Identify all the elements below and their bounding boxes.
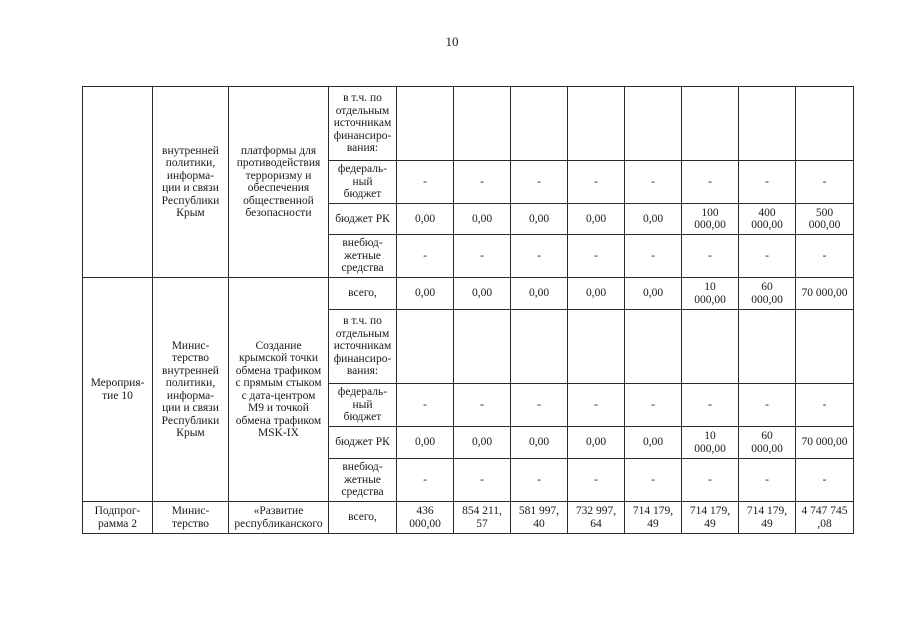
amount-cell: - bbox=[625, 384, 682, 427]
amount-cell: - bbox=[568, 384, 625, 427]
amount-cell: 100 000,00 bbox=[682, 204, 739, 235]
amount-cell: 0,00 bbox=[454, 427, 511, 459]
funding-source-cell: федераль- ный бюджет bbox=[329, 161, 397, 204]
amount-cell: 10 000,00 bbox=[682, 427, 739, 459]
amount-cell bbox=[796, 87, 854, 161]
amount-cell: - bbox=[568, 459, 625, 502]
funding-source-cell: в т.ч. по отдельным источникам финансиро- вания: bbox=[329, 87, 397, 161]
table-row bbox=[83, 278, 854, 310]
amount-cell: 0,00 bbox=[625, 204, 682, 235]
amount-cell: - bbox=[397, 161, 454, 204]
amount-cell bbox=[511, 87, 568, 161]
responsible-cell: Минис- терство bbox=[153, 502, 229, 534]
amount-cell: 0,00 bbox=[511, 278, 568, 310]
amount-cell: 70 000,00 bbox=[796, 278, 854, 310]
amount-cell: - bbox=[682, 459, 739, 502]
amount-cell: - bbox=[796, 384, 854, 427]
amount-cell: 0,00 bbox=[568, 278, 625, 310]
amount-cell: - bbox=[796, 459, 854, 502]
amount-cell: 0,00 bbox=[397, 278, 454, 310]
amount-cell: 500 000,00 bbox=[796, 204, 854, 235]
amount-cell bbox=[625, 87, 682, 161]
amount-cell: 0,00 bbox=[625, 278, 682, 310]
description-cell: Создание крымской точки обмена трафиком с прямым стыком с дата-центром M9 и точкой обмена трафиком MSK-IX bbox=[229, 278, 329, 502]
amount-cell: - bbox=[397, 384, 454, 427]
amount-cell: - bbox=[511, 459, 568, 502]
amount-cell: 70 000,00 bbox=[796, 427, 854, 459]
amount-cell bbox=[397, 310, 454, 384]
funding-source-cell: внебюд- жетные средства bbox=[329, 235, 397, 278]
amount-cell: - bbox=[568, 235, 625, 278]
amount-cell: - bbox=[682, 161, 739, 204]
amount-cell: 10 000,00 bbox=[682, 278, 739, 310]
amount-cell: 4 747 745 ,08 bbox=[796, 502, 854, 534]
amount-cell: - bbox=[796, 235, 854, 278]
amount-cell: - bbox=[397, 459, 454, 502]
amount-cell: - bbox=[796, 161, 854, 204]
measure-cell: Мероприя- тие 10 bbox=[83, 278, 153, 502]
amount-cell: 436 000,00 bbox=[397, 502, 454, 534]
amount-cell: 400 000,00 bbox=[739, 204, 796, 235]
amount-cell: - bbox=[739, 459, 796, 502]
page-number: 10 bbox=[445, 34, 459, 49]
amount-cell bbox=[682, 310, 739, 384]
amount-cell: - bbox=[625, 235, 682, 278]
table-row bbox=[83, 87, 854, 161]
amount-cell: 0,00 bbox=[511, 427, 568, 459]
amount-cell: 0,00 bbox=[454, 204, 511, 235]
amount-cell bbox=[568, 310, 625, 384]
amount-cell bbox=[682, 87, 739, 161]
amount-cell: 0,00 bbox=[397, 427, 454, 459]
responsible-cell: Минис- терство внутренней политики, информа- ции и связи Республики Крым bbox=[153, 278, 229, 502]
amount-cell: - bbox=[739, 384, 796, 427]
description-cell: «Развитие республиканского bbox=[229, 502, 329, 534]
amount-cell: - bbox=[739, 161, 796, 204]
amount-cell: - bbox=[397, 235, 454, 278]
amount-cell bbox=[739, 310, 796, 384]
amount-cell: 60 000,00 bbox=[739, 278, 796, 310]
amount-cell: - bbox=[625, 459, 682, 502]
amount-cell: - bbox=[454, 459, 511, 502]
amount-cell bbox=[454, 310, 511, 384]
amount-cell: 714 179, 49 bbox=[625, 502, 682, 534]
amount-cell: 0,00 bbox=[397, 204, 454, 235]
funding-source-cell: в т.ч. по отдельным источникам финансиро- вания: bbox=[329, 310, 397, 384]
amount-cell: - bbox=[454, 161, 511, 204]
amount-cell: 0,00 bbox=[568, 427, 625, 459]
financing-table bbox=[82, 86, 854, 534]
amount-cell: 0,00 bbox=[568, 204, 625, 235]
amount-cell: - bbox=[511, 161, 568, 204]
amount-cell: 854 211, 57 bbox=[454, 502, 511, 534]
amount-cell bbox=[796, 310, 854, 384]
measure-cell bbox=[83, 87, 153, 278]
amount-cell: - bbox=[454, 235, 511, 278]
funding-source-cell: всего, bbox=[329, 502, 397, 534]
funding-source-cell: внебюд- жетные средства bbox=[329, 459, 397, 502]
amount-cell bbox=[511, 310, 568, 384]
amount-cell: 732 997, 64 bbox=[568, 502, 625, 534]
amount-cell bbox=[739, 87, 796, 161]
amount-cell: 581 997, 40 bbox=[511, 502, 568, 534]
amount-cell: - bbox=[511, 384, 568, 427]
table-row bbox=[83, 502, 854, 534]
measure-cell: Подпрог- рамма 2 bbox=[83, 502, 153, 534]
amount-cell: 714 179, 49 bbox=[682, 502, 739, 534]
amount-cell bbox=[454, 87, 511, 161]
amount-cell: 0,00 bbox=[454, 278, 511, 310]
amount-cell: - bbox=[682, 235, 739, 278]
amount-cell: - bbox=[682, 384, 739, 427]
funding-source-cell: бюджет РК bbox=[329, 427, 397, 459]
amount-cell bbox=[397, 87, 454, 161]
amount-cell: 60 000,00 bbox=[739, 427, 796, 459]
amount-cell: - bbox=[454, 384, 511, 427]
amount-cell: - bbox=[511, 235, 568, 278]
amount-cell: 0,00 bbox=[511, 204, 568, 235]
funding-source-cell: федераль- ный бюджет bbox=[329, 384, 397, 427]
amount-cell: - bbox=[739, 235, 796, 278]
description-cell: платформы для противодействия терроризму и обеспечения общественной безопасности bbox=[229, 87, 329, 278]
amount-cell: - bbox=[625, 161, 682, 204]
responsible-cell: внутренней политики, информа- ции и связи Республики Крым bbox=[153, 87, 229, 278]
amount-cell: - bbox=[568, 161, 625, 204]
amount-cell bbox=[568, 87, 625, 161]
funding-source-cell: бюджет РК bbox=[329, 204, 397, 235]
amount-cell: 714 179, 49 bbox=[739, 502, 796, 534]
amount-cell: 0,00 bbox=[625, 427, 682, 459]
funding-source-cell: всего, bbox=[329, 278, 397, 310]
amount-cell bbox=[625, 310, 682, 384]
